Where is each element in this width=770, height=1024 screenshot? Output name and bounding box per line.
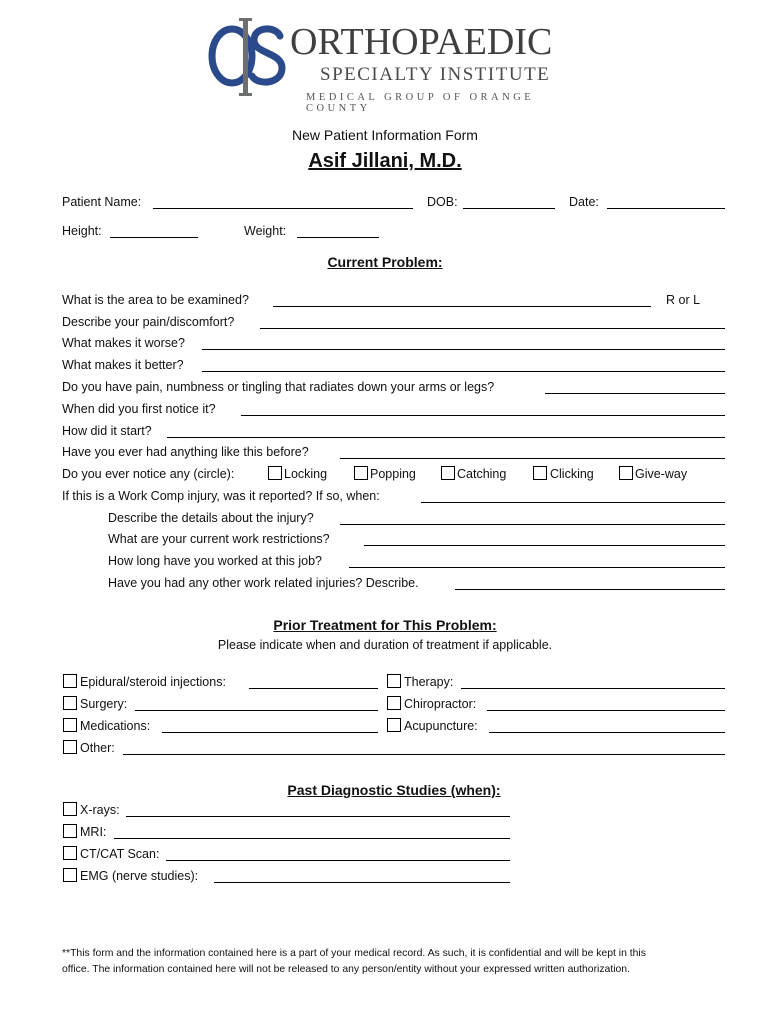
osi-monogram-icon (202, 14, 294, 100)
area-field[interactable] (273, 306, 651, 307)
other-injuries-field[interactable] (455, 589, 725, 590)
therapy-label: Therapy: (404, 675, 454, 689)
better-question: What makes it better? (62, 358, 184, 372)
give-way-label: Give-way (635, 467, 688, 481)
before-question: Have you ever had anything like this before? (62, 445, 309, 459)
first-notice-field[interactable] (241, 415, 725, 416)
clicking-label: Clicking (550, 467, 594, 481)
notice-question: Do you ever notice any (circle): (62, 467, 235, 481)
clicking-checkbox[interactable] (533, 466, 547, 480)
surgery-field[interactable] (135, 710, 378, 711)
form-title: New Patient Information Form (292, 127, 478, 143)
logo-name: ORTHOPAEDIC (290, 21, 553, 63)
chiropractor-field[interactable] (487, 710, 725, 711)
chiropractor-label: Chiropractor: (404, 697, 477, 711)
xrays-checkbox[interactable] (63, 802, 77, 816)
surgery-checkbox[interactable] (63, 696, 77, 710)
other-injuries-question: Have you had any other work related injuries? Describe. (108, 576, 419, 590)
prior-treatment-instructions: Please indicate when and duration of treatment if applicable. (217, 638, 553, 652)
ct-checkbox[interactable] (63, 846, 77, 860)
current-problem-heading (0, 254, 770, 270)
popping-label: Popping (370, 467, 416, 481)
emg-checkbox[interactable] (63, 868, 77, 882)
therapy-field[interactable] (461, 688, 725, 689)
logo-subtitle: SPECIALTY INSTITUTE (320, 64, 551, 85)
date-label: Date: (569, 195, 599, 209)
confidentiality-line-1: **This form and the information contained here is a part of your medical record. As such, it is confidential and will be kept in this (62, 948, 646, 959)
prior-treatment-heading (0, 617, 770, 633)
medications-checkbox[interactable] (63, 718, 77, 732)
first-notice-question: When did you first notice it? (62, 402, 216, 416)
logo (200, 14, 600, 114)
xrays-label: X-rays: (80, 803, 120, 817)
weight-label: Weight: (244, 224, 287, 238)
therapy-checkbox[interactable] (387, 674, 401, 688)
radiate-question: Do you have pain, numbness or tingling that radiates down your arms or legs? (62, 380, 495, 394)
popping-checkbox[interactable] (354, 466, 368, 480)
chiropractor-checkbox[interactable] (387, 696, 401, 710)
give-way-checkbox[interactable] (619, 466, 633, 480)
catching-checkbox[interactable] (441, 466, 455, 480)
doctor-name (0, 150, 770, 173)
logo-tagline: MEDICAL GROUP OF ORANGE COUNTY (306, 92, 535, 114)
other-field[interactable] (123, 754, 725, 755)
details-question: Describe the details about the injury? (108, 511, 314, 525)
locking-label: Locking (284, 467, 328, 481)
diagnostics-heading (0, 782, 770, 798)
other-checkbox[interactable] (63, 740, 77, 754)
before-field[interactable] (340, 458, 725, 459)
other-label: Other: (80, 741, 115, 755)
worse-question: What makes it worse? (62, 336, 185, 350)
xrays-field[interactable] (126, 816, 510, 817)
confidentiality-line-2: office. The information contained here will not be released to any person/entity without your expressed written authorization. (62, 964, 630, 975)
acupuncture-checkbox[interactable] (387, 718, 401, 732)
height-field[interactable] (110, 237, 198, 238)
catching-label: Catching (457, 467, 507, 481)
restrictions-question: What are your current work restrictions? (108, 532, 330, 546)
acupuncture-field[interactable] (489, 732, 725, 733)
mri-label: MRI: (80, 825, 107, 839)
height-label: Height: (62, 224, 102, 238)
mri-field[interactable] (114, 838, 510, 839)
start-field[interactable] (167, 437, 725, 438)
pain-question: Describe your pain/discomfort? (62, 315, 235, 329)
surgery-label: Surgery: (80, 697, 128, 711)
pain-field[interactable] (260, 328, 725, 329)
worse-field[interactable] (202, 349, 725, 350)
dob-field[interactable] (463, 208, 555, 209)
doctor-name-text: Asif Jillani, M.D. (308, 150, 462, 172)
emg-field[interactable] (214, 882, 510, 883)
weight-field[interactable] (297, 237, 379, 238)
emg-label: EMG (nerve studies): (80, 869, 199, 883)
radiate-field[interactable] (545, 393, 725, 394)
area-question: What is the area to be examined? (62, 293, 249, 307)
ct-label: CT/CAT Scan: (80, 847, 160, 861)
confidentiality-note (62, 946, 732, 978)
medications-label: Medications: (80, 719, 151, 733)
diagnostics-heading-text: Past Diagnostic Studies (when): (287, 782, 501, 798)
start-question: How did it start? (62, 424, 152, 438)
restrictions-field[interactable] (364, 545, 725, 546)
patient-name-field[interactable] (153, 208, 413, 209)
better-field[interactable] (202, 371, 725, 372)
how-long-question: How long have you worked at this job? (108, 554, 323, 568)
details-field[interactable] (340, 524, 725, 525)
epidural-checkbox[interactable] (63, 674, 77, 688)
ct-field[interactable] (166, 860, 510, 861)
epidural-label: Epidural/steroid injections: (80, 675, 226, 689)
how-long-field[interactable] (349, 567, 725, 568)
locking-checkbox[interactable] (268, 466, 282, 480)
workcomp-question: If this is a Work Comp injury, was it reported? If so, when: (62, 489, 380, 503)
prior-treatment-heading-text: Prior Treatment for This Problem: (273, 617, 497, 633)
medications-field[interactable] (162, 732, 378, 733)
dob-label: DOB: (427, 195, 458, 209)
r-or-l-label: R or L (666, 293, 701, 307)
epidural-field[interactable] (249, 688, 378, 689)
date-field[interactable] (607, 208, 725, 209)
current-problem-heading-text: Current Problem: (327, 254, 443, 270)
workcomp-field[interactable] (421, 502, 725, 503)
acupuncture-label: Acupuncture: (404, 719, 478, 733)
patient-name-label: Patient Name: (62, 195, 142, 209)
mri-checkbox[interactable] (63, 824, 77, 838)
